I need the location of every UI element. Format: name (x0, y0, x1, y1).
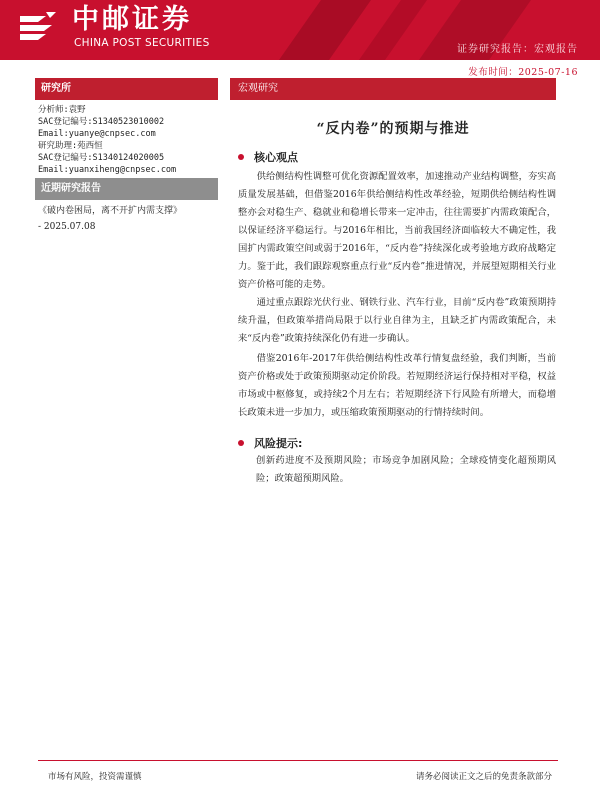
bullet-icon (238, 154, 244, 160)
header-stripe (359, 0, 427, 60)
risk-label: 风险提示: (254, 437, 303, 450)
risk-heading (238, 436, 302, 452)
company-name-en: CHINA POST SECURITIES (74, 37, 210, 49)
analyst-line: 研究助理:苑西恒 (38, 141, 103, 151)
analyst-line: SAC登记编号:S1340124020005 (38, 153, 165, 163)
footer-divider (38, 760, 558, 761)
bullet-icon (238, 440, 244, 446)
institute-heading: 研究所 (35, 78, 218, 100)
recent-report-title[interactable]: 《破内卷困局，离不开扩内需支撑》 (38, 206, 183, 216)
china-post-logo-icon (16, 6, 58, 48)
analyst-line: 分析师:袁野 (38, 105, 86, 115)
publish-date: 发布时间：2025-07-16 (468, 67, 578, 78)
core-paragraph: 供给侧结构性调整可优化资源配置效率，加速推动产业结构调整，夯实高质量发展基础，但借鉴2016年供给侧结构性改革经验，短期供给侧结构性调整亦会对稳生产、稳就业和稳增长带来一定冲击，往往需要扩内需政策配合，以保证经济平稳运行。与2016年相比，当前我国经济面临较大不确定性，我国扩内需政策空间或弱于2016年，“反内卷”持续深化或考验地方政府战略定力。鉴于此，我们跟踪观察重点行业“反内卷”推进情况，并展望短期相关行业资产价格可能的走势。 (238, 171, 556, 290)
recent-reports-heading: 近期研究报告 (35, 178, 218, 200)
report-type-label: 证券研究报告：宏观报告 (457, 44, 578, 55)
header-stripe (279, 0, 371, 60)
footer-disclaimer-right: 请务必阅读正文之后的免责条款部分 (415, 772, 552, 782)
analyst-info (38, 104, 176, 176)
category-bar: 宏观研究 (230, 78, 556, 100)
analyst-email[interactable]: Email:yuanye@cnpsec.com (38, 129, 156, 139)
core-view-heading (238, 150, 298, 166)
risk-text: 创新药进度不及预期风险；市场竞争加剧风险；全球疫情变化超预期风险；政策超预期风险。 (256, 455, 556, 484)
core-view-label: 核心观点 (254, 151, 298, 164)
report-title: “反内卷”的预期与推进 (316, 121, 470, 137)
core-paragraph: 通过重点跟踪光伏行业、钢铁行业、汽车行业，目前“反内卷”政策预期持续升温，但政策举措尚局限于以行业自律为主，且缺乏扩内需政策配合，未来“反内卷”政策持续深化仍有进一步确认。 (238, 297, 556, 344)
report-header (0, 0, 600, 60)
footer-disclaimer-left: 市场有风险，投资需谨慎 (48, 772, 142, 782)
company-name-cn: 中邮证券 (72, 4, 192, 35)
analyst-email[interactable]: Email:yuanxiheng@cnpsec.com (38, 165, 177, 175)
recent-report-date: - 2025.07.08 (38, 222, 96, 232)
core-paragraph: 借鉴2016年-2017年供给侧结构性改革行情复盘经验，我们判断，当前资产价格或处于政策预期驱动定价阶段。若短期经济运行保持相对平稳，权益市场或中枢修复，或持续2个月左右；若短期经济下行风险有所增大，而稳增长政策未进一步加力，或压缩政策预期驱动的行情持续时间。 (238, 353, 556, 418)
analyst-line: SAC登记编号:S1340523010002 (38, 117, 165, 127)
